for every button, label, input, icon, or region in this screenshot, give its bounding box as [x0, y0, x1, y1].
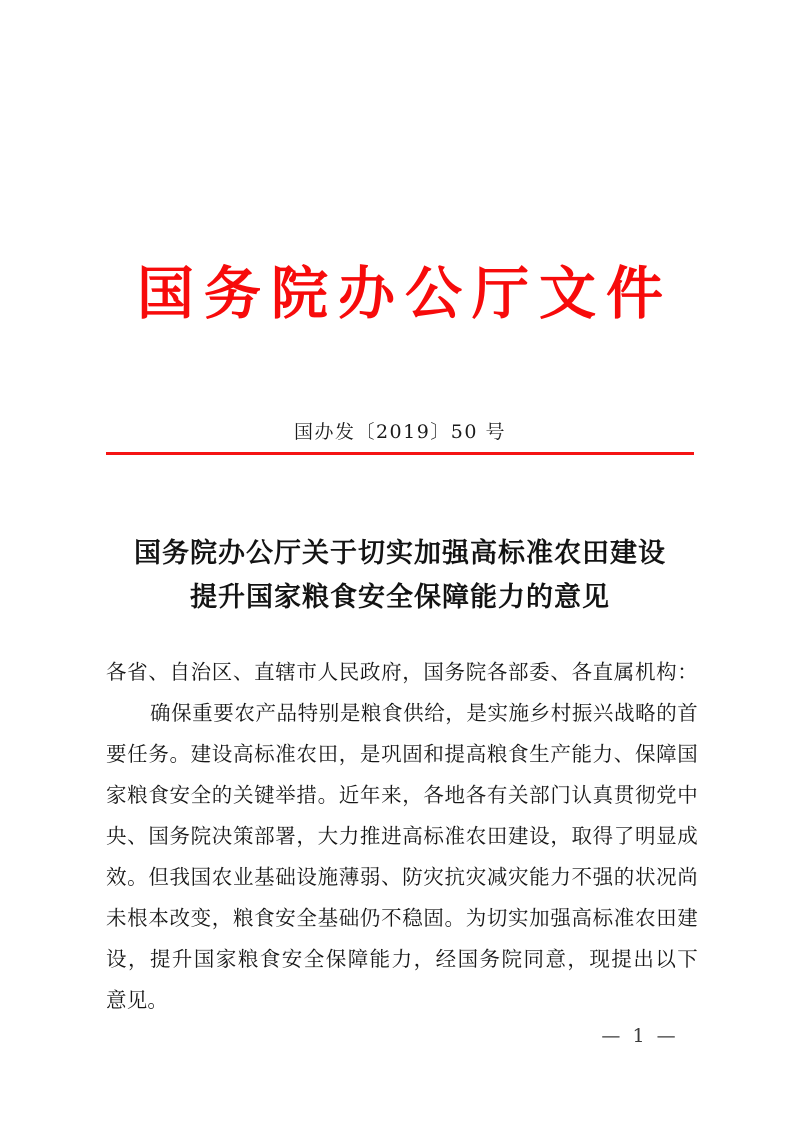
- masthead-title: 国务院办公厅文件: [137, 260, 673, 327]
- document-title: [0, 532, 800, 620]
- document-title-line-1: 国务院办公厅关于切实加强高标准农田建设: [134, 538, 666, 569]
- document-body: [106, 652, 698, 1021]
- body-line: 家粮食安全的关键举措。近年来，各地各有关部门认真贯彻党中: [106, 783, 698, 807]
- document-number: 国办发〔2019〕50 号: [293, 421, 507, 443]
- body-line: 意见。: [106, 988, 169, 1012]
- salutation-line: 各省、自治区、直辖市人民政府，国务院各部委、各直属机构：: [106, 660, 698, 684]
- page-number-footer: — 1 —: [601, 1025, 679, 1047]
- body-line: 未根本改变，粮食安全基础仍不稳固。为切实加强高标准农田建: [106, 906, 698, 930]
- body-line: 确保重要农产品特别是粮食供给，是实施乡村振兴战略的首: [150, 701, 698, 725]
- body-line: 设，提升国家粮食安全保障能力，经国务院同意，现提出以下: [106, 947, 698, 971]
- document-title-line-2: 提升国家粮食安全保障能力的意见: [190, 582, 610, 613]
- red-separator-rule: [106, 452, 694, 455]
- body-line: 要任务。建设高标准农田，是巩固和提高粮食生产能力、保障国: [106, 742, 698, 766]
- body-line: 央、国务院决策部署，大力推进高标准农田建设，取得了明显成: [106, 824, 698, 848]
- body-line: 效。但我国农业基础设施薄弱、防灾抗灾减灾能力不强的状况尚: [106, 865, 698, 889]
